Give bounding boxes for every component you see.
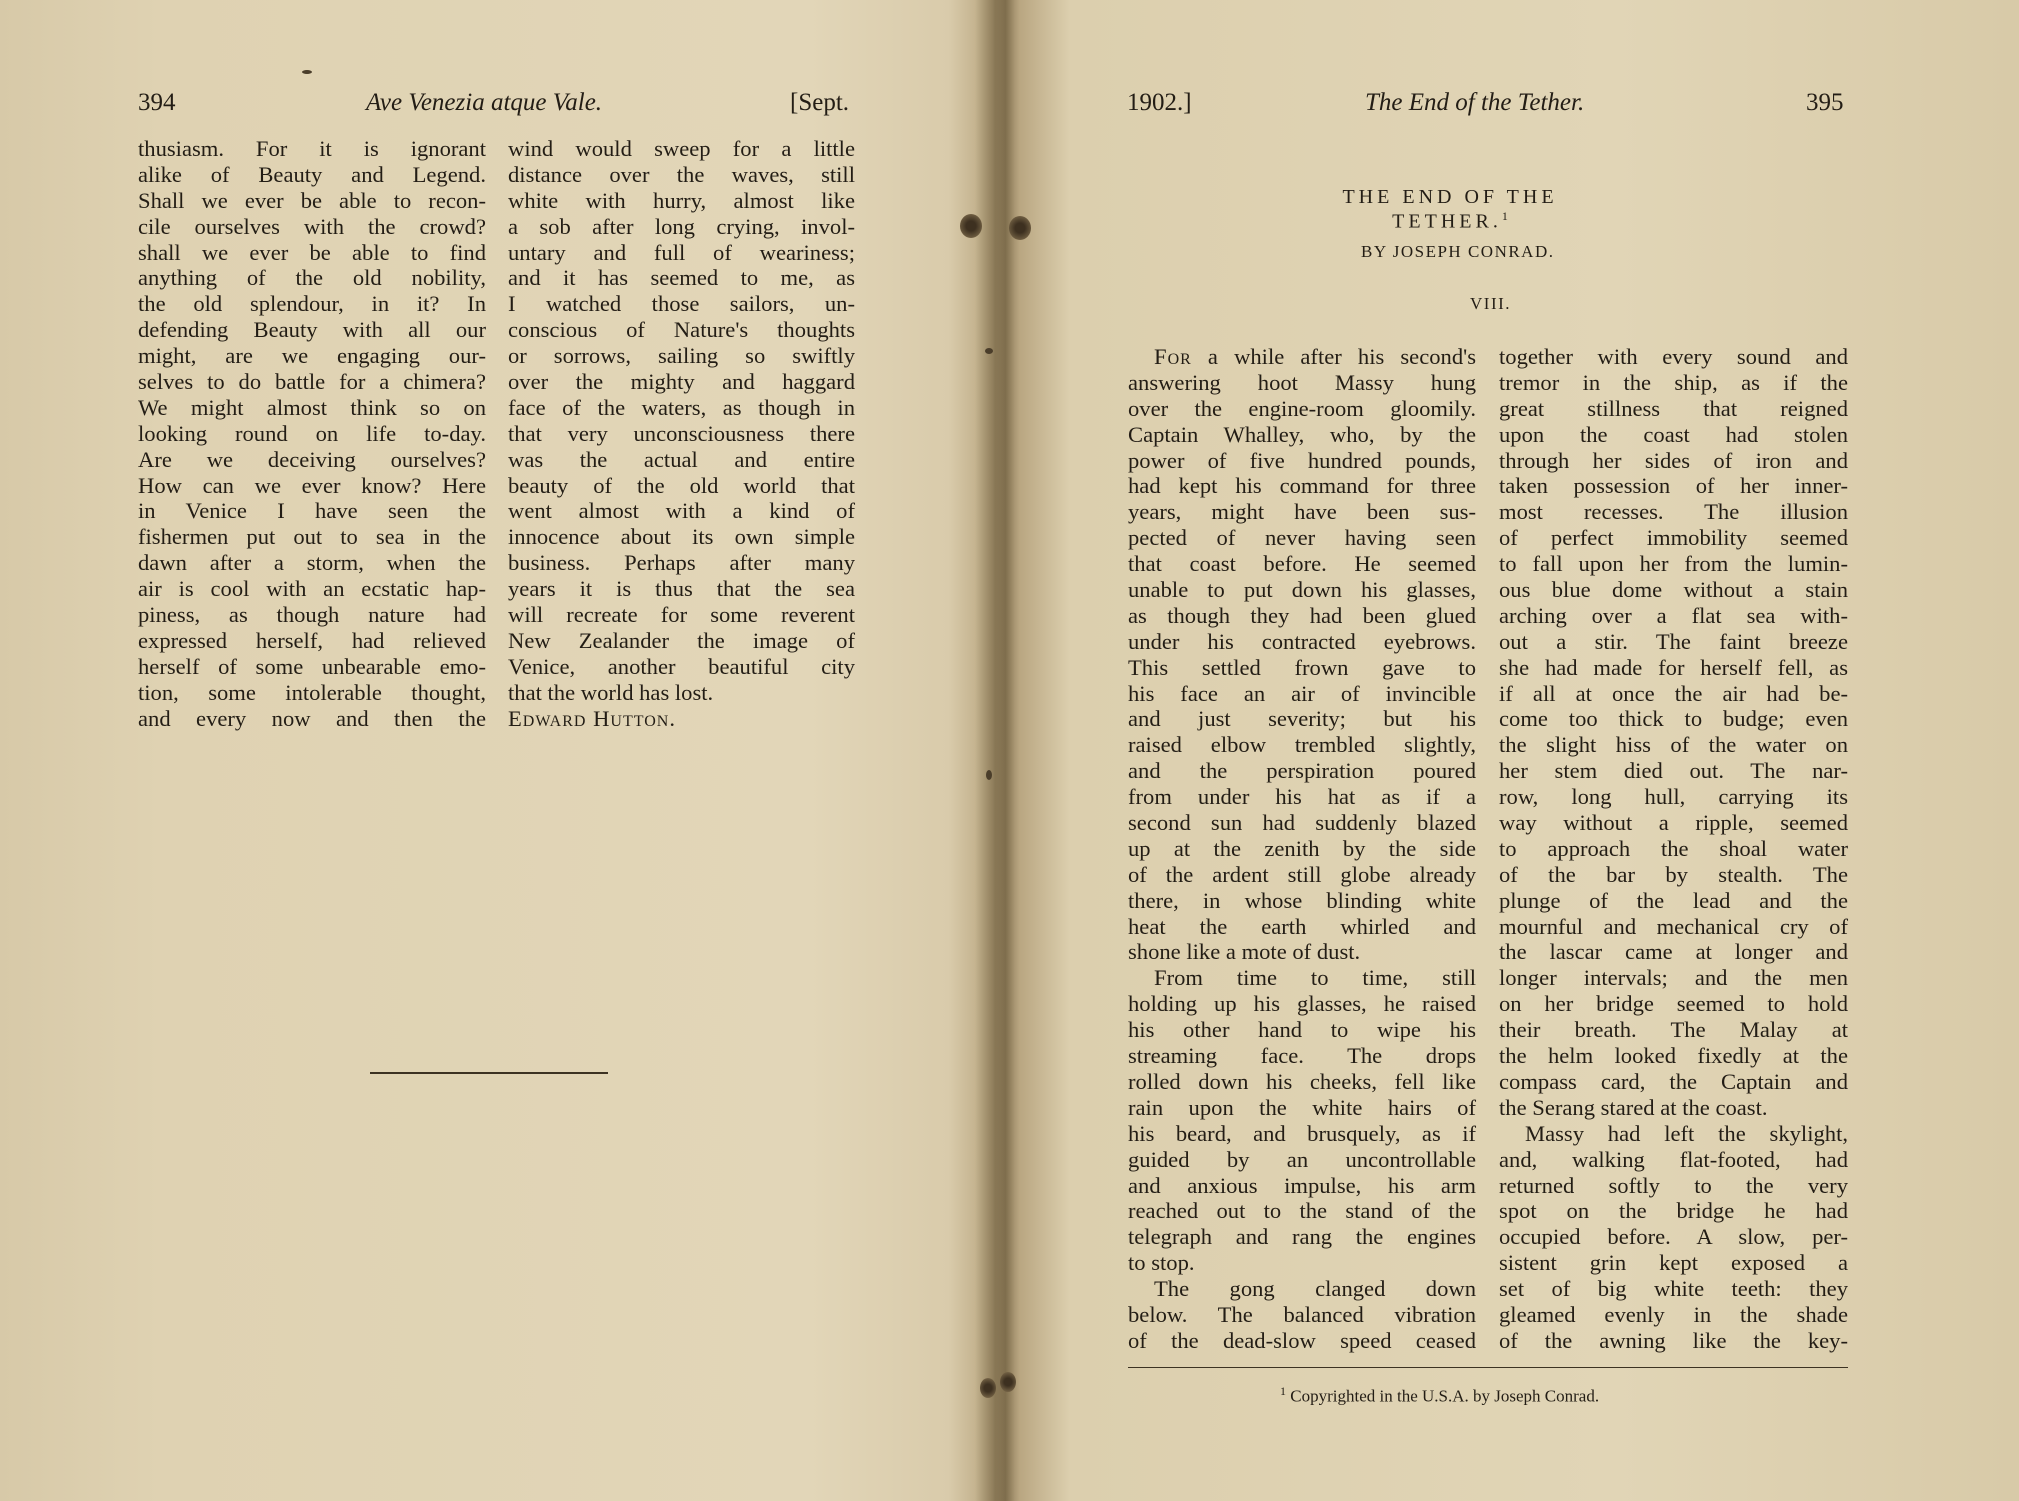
text-line: occupied before. A slow, per- bbox=[1499, 1224, 1848, 1250]
text-line: New Zealander the image of bbox=[508, 627, 855, 653]
text-line: to stop. bbox=[1128, 1250, 1195, 1276]
text-line: of the bar by stealth. The bbox=[1499, 861, 1848, 887]
running-title: Ave Venezia atque Vale. bbox=[366, 89, 603, 116]
text-line: Massy had left the skylight, bbox=[1525, 1120, 1848, 1146]
text-line: expressed herself, had relieved bbox=[138, 627, 486, 653]
text-line: her stem died out. The nar- bbox=[1499, 758, 1848, 784]
text-line: beauty of the old world that bbox=[508, 472, 855, 498]
footnote-mark: 1 bbox=[1280, 1384, 1286, 1398]
text-line: row, long hull, carrying its bbox=[1499, 784, 1848, 810]
text-line: the slight hiss of the water on bbox=[1499, 732, 1848, 758]
running-title bbox=[1365, 88, 1584, 118]
chapter-number: VIII. bbox=[1470, 294, 1512, 313]
text-line: returned softly to the very bbox=[1499, 1172, 1848, 1198]
text-line: raised elbow trembled slightly, bbox=[1128, 732, 1476, 758]
text-line: to fall upon her from the lumin- bbox=[1499, 551, 1848, 577]
text-line: longer intervals; and the men bbox=[1499, 965, 1848, 991]
running-date: 1902.] bbox=[1127, 89, 1192, 116]
running-title-text: The End of the Tether. bbox=[1365, 89, 1585, 116]
text-line: cile ourselves with the crowd? bbox=[138, 213, 486, 239]
text-line: over the mighty and haggard bbox=[508, 369, 855, 395]
author-signature: Edward Hutton. bbox=[508, 706, 677, 731]
text-line: of perfect immobility seemed bbox=[1499, 525, 1848, 551]
text-line: Venice, another beautiful city bbox=[508, 653, 855, 679]
text-line: guided by an uncontrollable bbox=[1128, 1146, 1476, 1172]
text-line: years it is thus that the sea bbox=[508, 576, 855, 602]
text-line: looking round on life to-day. bbox=[138, 420, 486, 446]
text-line: We might almost think so on bbox=[138, 394, 486, 420]
text-line: Are we deceiving ourselves? bbox=[138, 446, 486, 472]
text-line: This settled frown gave to bbox=[1128, 654, 1476, 680]
text-line: that the world has lost. bbox=[508, 679, 714, 705]
text-line: set of big white teeth: they bbox=[1499, 1276, 1848, 1302]
text-line: his other hand to wipe his bbox=[1128, 1017, 1476, 1043]
text-line: the Serang stared at the coast. bbox=[1499, 1094, 1768, 1120]
text-line: as though they had been glued bbox=[1128, 602, 1476, 628]
text-line: holding up his glasses, he raised bbox=[1128, 991, 1476, 1017]
text-line: most recesses. The illusion bbox=[1499, 499, 1848, 525]
text-line: herself of some unbearable emo- bbox=[138, 653, 486, 679]
text-line: The gong clanged down bbox=[1154, 1276, 1476, 1302]
text-line: power of five hundred pounds, bbox=[1128, 447, 1476, 473]
text-line: together with every sound and bbox=[1499, 344, 1848, 369]
text-line: the old splendour, in it? In bbox=[138, 291, 486, 317]
text-line: way without a ripple, seemed bbox=[1499, 810, 1848, 836]
left-page bbox=[0, 0, 996, 1501]
page-number: 394 bbox=[138, 89, 176, 116]
text-line: telegraph and rang the engines bbox=[1128, 1224, 1476, 1250]
text-line: tion, some intolerable thought, bbox=[138, 679, 486, 705]
text-line: on her bridge seemed to hold bbox=[1499, 991, 1848, 1017]
text-line: sistent grin kept exposed a bbox=[1499, 1250, 1848, 1276]
running-date: [Sept. bbox=[790, 89, 850, 116]
article-title-text: THE END OF THE TETHER. bbox=[1342, 186, 1558, 233]
text-line: shone like a mote of dust. bbox=[1128, 939, 1361, 965]
text-line: innocence about its own simple bbox=[508, 524, 855, 550]
text-line: of the ardent still globe already bbox=[1128, 861, 1476, 887]
text-line: selves to do battle for a chimera? bbox=[138, 369, 486, 395]
text-line: piness, as though nature had bbox=[138, 602, 486, 628]
article-title-note: 1 bbox=[1501, 209, 1508, 223]
text-line: or sorrows, sailing so swiftly bbox=[508, 343, 855, 369]
text-line: a sob after long crying, invol- bbox=[508, 213, 855, 239]
text-line: great stillness that reigned bbox=[1499, 395, 1848, 421]
text-line: second sun had suddenly blazed bbox=[1128, 810, 1476, 836]
text-line: mournful and mechanical cry of bbox=[1499, 913, 1848, 939]
article-title bbox=[1300, 186, 1600, 234]
text-line: will recreate for some reverent bbox=[508, 602, 855, 628]
text-column-2 bbox=[508, 136, 855, 706]
text-line: and just severity; but his bbox=[1128, 706, 1476, 732]
text-line: Captain Whalley, who, by the bbox=[1128, 421, 1476, 447]
text-line: their breath. The Malay at bbox=[1499, 1017, 1848, 1043]
text-line: his beard, and brusquely, as if bbox=[1128, 1120, 1476, 1146]
text-line: alike of Beauty and Legend. bbox=[138, 161, 486, 187]
text-line: below. The balanced vibration bbox=[1128, 1301, 1476, 1327]
text-line: went almost with a kind of bbox=[508, 498, 855, 524]
text-line: and, walking flat-footed, had bbox=[1499, 1146, 1848, 1172]
text-line: that very unconsciousness there bbox=[508, 420, 855, 446]
text-line: and it has seemed to me, as bbox=[508, 265, 855, 291]
text-line: air is cool with an ecstatic hap- bbox=[138, 576, 486, 602]
text-line: unable to put down his glasses, bbox=[1128, 577, 1476, 603]
text-line: his face an air of invincible bbox=[1128, 680, 1476, 706]
byline: BY JOSEPH CONRAD. bbox=[1361, 242, 1555, 261]
text-column-2 bbox=[1499, 344, 1848, 1354]
text-line: taken possession of her inner- bbox=[1499, 473, 1848, 499]
text-line: in Venice I have seen the bbox=[138, 498, 486, 524]
text-line: distance over the waves, still bbox=[508, 161, 855, 187]
text-line: she had made for herself fell, as bbox=[1499, 654, 1848, 680]
text-line: ous blue dome without a stain bbox=[1499, 577, 1848, 603]
footnote-text: Copyrighted in the U.S.A. by Joseph Conrad. bbox=[1290, 1386, 1600, 1406]
text-line: fishermen put out to sea in the bbox=[138, 524, 486, 550]
text-line: white with hurry, almost like bbox=[508, 187, 855, 213]
text-line: the helm looked fixedly at the bbox=[1499, 1043, 1848, 1069]
text-line: that coast before. He seemed bbox=[1128, 551, 1476, 577]
signature-block bbox=[508, 706, 855, 732]
text-line: heat the earth whirled and bbox=[1128, 913, 1476, 939]
text-line: and every now and then the bbox=[138, 705, 486, 731]
text-line: rain upon the white hairs of bbox=[1128, 1094, 1476, 1120]
footnote-rule bbox=[1128, 1367, 1848, 1368]
text-line: streaming face. The drops bbox=[1128, 1043, 1476, 1069]
footnote bbox=[1280, 1380, 1599, 1408]
text-line: tremor in the ship, as if the bbox=[1499, 369, 1848, 395]
text-line: How can we ever know? Here bbox=[138, 472, 486, 498]
text-line: might, are we engaging our- bbox=[138, 343, 486, 369]
text-line: pected of never having seen bbox=[1128, 525, 1476, 551]
text-line: through her sides of iron and bbox=[1499, 447, 1848, 473]
text-line: Shall we ever be able to recon- bbox=[138, 187, 486, 213]
text-line: had kept his command for three bbox=[1128, 473, 1476, 499]
text-line: over the engine-room gloomily. bbox=[1128, 395, 1476, 421]
text-line: the lascar came at longer and bbox=[1499, 939, 1848, 965]
text-line: gleamed evenly in the shade bbox=[1499, 1301, 1848, 1327]
text-line: under his contracted eyebrows. bbox=[1128, 628, 1476, 654]
text-line: was the actual and entire bbox=[508, 446, 855, 472]
text-line: reached out to the stand of the bbox=[1128, 1198, 1476, 1224]
text-column-1 bbox=[1128, 344, 1476, 1354]
text-line: plunge of the lead and the bbox=[1499, 887, 1848, 913]
text-line: wind would sweep for a little bbox=[508, 136, 855, 161]
text-line: business. Perhaps after many bbox=[508, 550, 855, 576]
text-line: of the awning like the key- bbox=[1499, 1327, 1848, 1353]
text-line: compass card, the Captain and bbox=[1499, 1068, 1848, 1094]
text-line: to approach the shoal water bbox=[1499, 835, 1848, 861]
text-line: From time to time, still bbox=[1154, 965, 1476, 991]
text-line: untary and full of weariness; bbox=[508, 239, 855, 265]
text-line: conscious of Nature's thoughts bbox=[508, 317, 855, 343]
text-line: anything of the old nobility, bbox=[138, 265, 486, 291]
text-line: I watched those sailors, un- bbox=[508, 291, 855, 317]
text-line: shall we ever be able to find bbox=[138, 239, 486, 265]
page-number: 395 bbox=[1806, 89, 1844, 116]
text-line: spot on the bridge he had bbox=[1499, 1198, 1848, 1224]
text-line: defending Beauty with all our bbox=[138, 317, 486, 343]
text-line: from under his hat as if a bbox=[1128, 784, 1476, 810]
text-line: years, might have been sus- bbox=[1128, 499, 1476, 525]
text-line: dawn after a storm, when the bbox=[138, 550, 486, 576]
text-line: of the dead-slow speed ceased bbox=[1128, 1327, 1476, 1353]
text-line: arching over a flat sea with- bbox=[1499, 602, 1848, 628]
text-line: there, in whose blinding white bbox=[1128, 887, 1476, 913]
text-line: and anxious impulse, his arm bbox=[1128, 1172, 1476, 1198]
text-line: For a while after his second's bbox=[1154, 344, 1476, 369]
end-rule bbox=[370, 1072, 608, 1074]
text-line: answering hoot Massy hung bbox=[1128, 369, 1476, 395]
text-column-1 bbox=[138, 136, 486, 731]
text-line: if all at once the air had be- bbox=[1499, 680, 1848, 706]
text-line: face of the waters, as though in bbox=[508, 394, 855, 420]
text-line: and the perspiration poured bbox=[1128, 758, 1476, 784]
text-line: out a stir. The faint breeze bbox=[1499, 628, 1848, 654]
text-line: up at the zenith by the side bbox=[1128, 835, 1476, 861]
text-line: upon the coast had stolen bbox=[1499, 421, 1848, 447]
text-line: come too thick to budge; even bbox=[1499, 706, 1848, 732]
text-line: thusiasm. For it is ignorant bbox=[138, 136, 486, 161]
text-line: rolled down his cheeks, fell like bbox=[1128, 1068, 1476, 1094]
